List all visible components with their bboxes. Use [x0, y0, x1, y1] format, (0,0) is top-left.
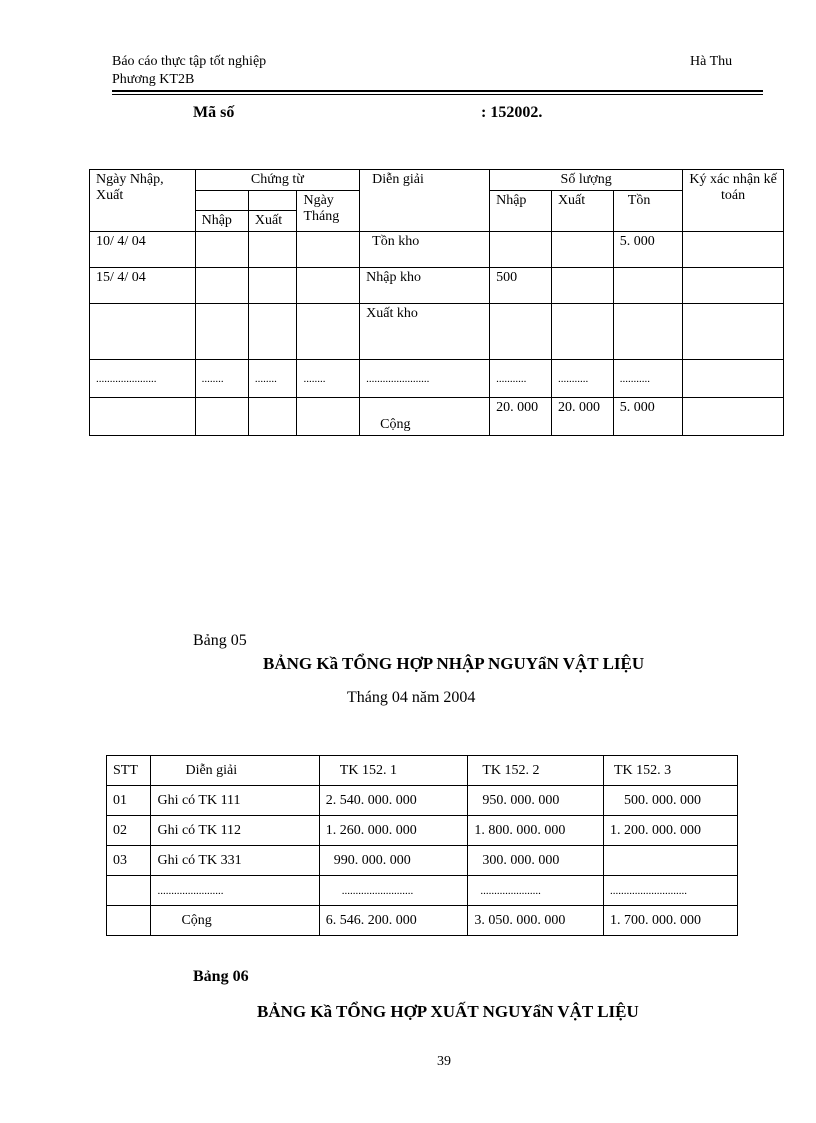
cell-tk1522: 1. 800. 000. 000	[468, 816, 604, 846]
cell-voucher-in: ........	[195, 360, 248, 398]
item-code-value: : 152002.	[481, 104, 543, 121]
cell-voucher-date: ........	[297, 360, 360, 398]
table06-title: BẢNG Kầ TỔNG HỢP XUẤT NGUYẩN VẬT LIỆU	[257, 1002, 639, 1021]
cell-date: 15/ 4/ 04	[90, 268, 196, 304]
cell-voucher-date	[297, 398, 360, 436]
col-tk1523-header: TK 152. 3	[603, 756, 737, 786]
cell-stt	[107, 906, 151, 936]
cell-qty-out	[551, 268, 613, 304]
table-row	[90, 304, 784, 360]
cell-desc-total: Cộng	[151, 906, 319, 936]
table-row	[90, 398, 784, 436]
table-row	[107, 786, 738, 816]
col-voucher-in-header: Nhập	[195, 211, 248, 232]
header-rule-thin	[112, 94, 763, 95]
cell-voucher-out	[248, 398, 297, 436]
cell-date: 10/ 4/ 04	[90, 232, 196, 268]
col-qty-in-header: Nhập	[490, 191, 552, 232]
cell-qty-out	[551, 232, 613, 268]
cell-sign	[683, 268, 784, 304]
table-row	[107, 816, 738, 846]
cell-voucher-out	[248, 304, 297, 360]
cell-sign	[683, 232, 784, 268]
cell-tk1523: 1. 200. 000. 000	[603, 816, 737, 846]
col-date-header: Ngày Nhập, Xuất	[90, 170, 196, 232]
voucher-blank-2	[248, 191, 297, 211]
cell-desc: Ghi có TK 331	[151, 846, 319, 876]
cell-desc: Ghi có TK 111	[151, 786, 319, 816]
cell-desc: Nhập kho	[360, 268, 490, 304]
col-qty-out-header: Xuất	[551, 191, 613, 232]
voucher-blank-1	[195, 191, 248, 211]
cell-voucher-date	[297, 304, 360, 360]
cell-tk1523: ............................	[603, 876, 737, 906]
cell-stt	[107, 876, 151, 906]
cell-desc: Tồn kho	[360, 232, 490, 268]
table-header-row	[107, 756, 738, 786]
header-rule-thick	[112, 90, 763, 92]
col-quantity-header: Số lượng	[490, 170, 683, 191]
cell-sign	[683, 304, 784, 360]
cell-qty-stock: 5. 000	[613, 232, 682, 268]
cell-tk1521: 990. 000. 000	[319, 846, 468, 876]
col-desc-header: Diễn giải	[360, 170, 490, 232]
cell-qty-stock: ...........	[613, 360, 682, 398]
cell-date	[90, 398, 196, 436]
cell-desc: Xuất kho	[360, 304, 490, 360]
cell-sign	[683, 398, 784, 436]
col-tk1521-header: TK 152. 1	[319, 756, 468, 786]
cell-voucher-in	[195, 398, 248, 436]
col-tk1522-header: TK 152. 2	[468, 756, 604, 786]
cell-tk1521: 1. 260. 000. 000	[319, 816, 468, 846]
header-class: Phương KT2B	[112, 72, 195, 87]
cell-tk1522: 950. 000. 000	[468, 786, 604, 816]
header-author: Hà Thu	[690, 54, 733, 69]
cell-voucher-date	[297, 268, 360, 304]
cell-tk1523: 500. 000. 000	[603, 786, 737, 816]
cell-tk1521: 2. 540. 000. 000	[319, 786, 468, 816]
cell-voucher-in	[195, 304, 248, 360]
cell-voucher-out	[248, 268, 297, 304]
cell-date	[90, 304, 196, 360]
cell-qty-stock	[613, 304, 682, 360]
cell-stt: 01	[107, 786, 151, 816]
cell-stt: 03	[107, 846, 151, 876]
cell-qty-in: 500	[490, 268, 552, 304]
cell-qty-in	[490, 232, 552, 268]
cell-voucher-in	[195, 268, 248, 304]
cell-tk1522: ......................	[468, 876, 604, 906]
cell-desc-total: Cộng	[360, 398, 490, 436]
col-voucher-date-header: Ngày Tháng	[297, 191, 360, 232]
col-stt-header: STT	[107, 756, 151, 786]
page-number: 39	[437, 1054, 451, 1069]
table05-label: Bảng 05	[193, 632, 247, 649]
cell-qty-out	[551, 304, 613, 360]
item-code-label: Mã số	[193, 104, 235, 121]
cell-desc: .......................	[360, 360, 490, 398]
cell-voucher-in	[195, 232, 248, 268]
cell-voucher-date	[297, 232, 360, 268]
cell-voucher-out: ........	[248, 360, 297, 398]
col-desc-header: Diễn giải	[151, 756, 319, 786]
table-row	[90, 360, 784, 398]
cell-stt: 02	[107, 816, 151, 846]
cell-tk1523	[603, 846, 737, 876]
cell-tk1522: 300. 000. 000	[468, 846, 604, 876]
table05-subtitle: Tháng 04 năm 2004	[347, 689, 476, 706]
col-voucher-out-header: Xuất	[248, 211, 297, 232]
col-qty-stock-header: Tồn	[613, 191, 682, 232]
cell-tk1521: 6. 546. 200. 000	[319, 906, 468, 936]
cell-qty-in	[490, 304, 552, 360]
table-row	[107, 846, 738, 876]
cell-qty-stock: 5. 000	[613, 398, 682, 436]
cell-qty-in: 20. 000	[490, 398, 552, 436]
table-row	[90, 232, 784, 268]
table-row	[90, 268, 784, 304]
table-row	[107, 906, 738, 936]
cell-desc: ........................	[151, 876, 319, 906]
col-sign-header: Ký xác nhận kế toán	[683, 170, 784, 232]
table-row	[107, 876, 738, 906]
cell-qty-in: ...........	[490, 360, 552, 398]
cell-date: ......................	[90, 360, 196, 398]
cell-desc: Ghi có TK 112	[151, 816, 319, 846]
table06-label: Bảng 06	[193, 968, 249, 985]
cell-voucher-out	[248, 232, 297, 268]
import-summary-table	[106, 755, 738, 936]
cell-tk1523: 1. 700. 000. 000	[603, 906, 737, 936]
cell-qty-out: 20. 000	[551, 398, 613, 436]
cell-tk1522: 3. 050. 000. 000	[468, 906, 604, 936]
table05-title: BẢNG Kầ TỔNG HỢP NHẬP NGUYẩN VẬT LIỆU	[263, 654, 645, 673]
stock-card-table	[89, 169, 784, 436]
cell-sign	[683, 360, 784, 398]
header-report-title: Báo cáo thực tập tốt nghiệp	[112, 54, 267, 69]
cell-tk1521: ..........................	[319, 876, 468, 906]
col-voucher-header: Chứng từ	[195, 170, 360, 191]
cell-qty-out: ...........	[551, 360, 613, 398]
cell-qty-stock	[613, 268, 682, 304]
